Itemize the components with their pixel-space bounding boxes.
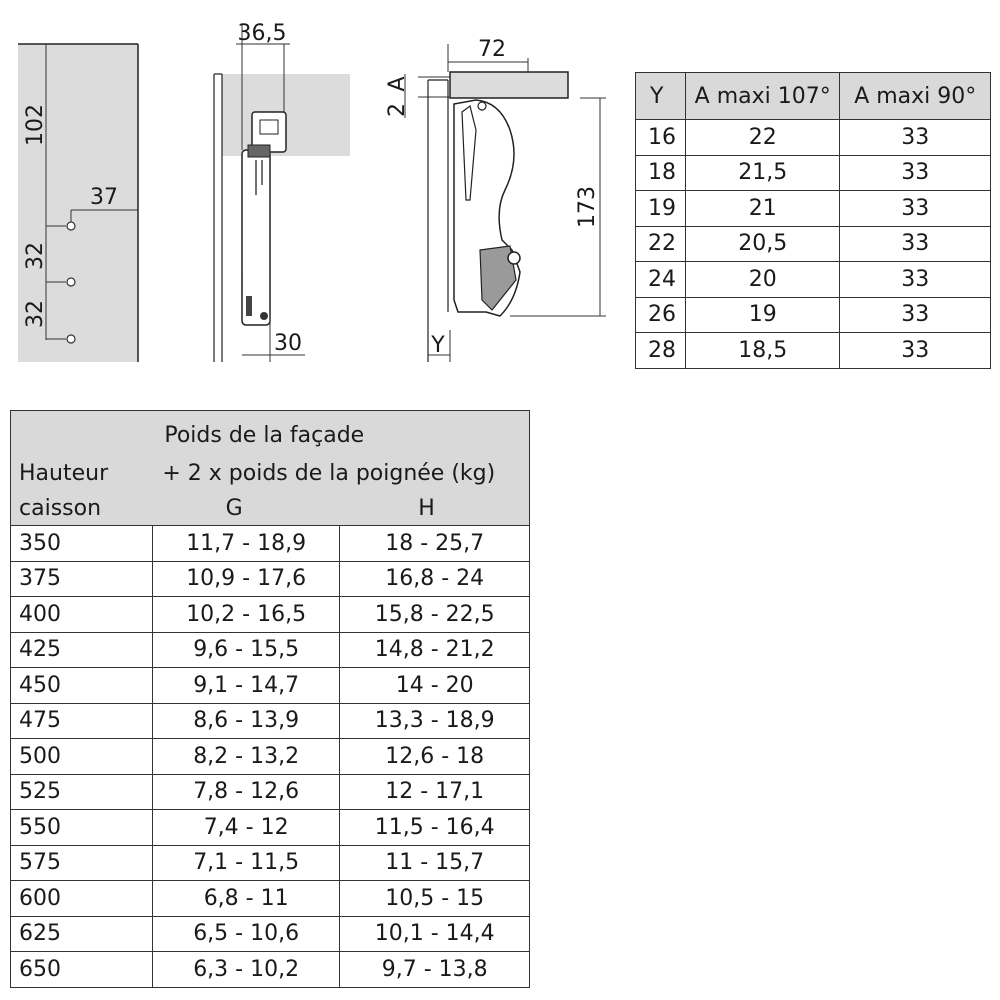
dim-A-label: A xyxy=(385,76,410,92)
header-G: G xyxy=(152,491,340,526)
table-cell: 6,5 - 10,6 xyxy=(152,916,340,952)
table-cell: 9,7 - 13,8 xyxy=(340,952,530,988)
dim-102-label: 102 xyxy=(23,104,48,146)
table-cell: 10,9 - 17,6 xyxy=(152,561,340,597)
y-table-header-row xyxy=(636,73,991,120)
weight-header-row-2 xyxy=(11,455,530,491)
table-cell: 20,5 xyxy=(685,226,840,262)
table-cell: 33 xyxy=(840,333,991,369)
table-cell: 550 xyxy=(11,810,153,846)
weight-header-row-3 xyxy=(11,491,530,526)
table-cell: 15,8 - 22,5 xyxy=(340,597,530,633)
table-cell: 7,1 - 11,5 xyxy=(152,845,340,881)
table-cell: 8,6 - 13,9 xyxy=(152,703,340,739)
table-cell: 33 xyxy=(840,191,991,227)
table-cell: 18 - 25,7 xyxy=(340,526,530,562)
dim-32-upper-label: 32 xyxy=(23,242,48,270)
table-row xyxy=(636,120,991,156)
table-row xyxy=(11,632,530,668)
table-cell: 21,5 xyxy=(685,155,840,191)
table-row xyxy=(11,526,530,562)
table-row xyxy=(636,262,991,298)
table-row xyxy=(11,810,530,846)
table-row xyxy=(11,952,530,988)
header-poids-poignee: + 2 x poids de la poignée (kg) xyxy=(152,455,529,491)
table-row xyxy=(636,297,991,333)
table-cell: 22 xyxy=(685,120,840,156)
table-cell: 10,2 - 16,5 xyxy=(152,597,340,633)
table-cell: 7,4 - 12 xyxy=(152,810,340,846)
table-cell: 33 xyxy=(840,226,991,262)
table-cell: 22 xyxy=(636,226,686,262)
table-row xyxy=(11,916,530,952)
table-cell: 6,3 - 10,2 xyxy=(152,952,340,988)
a-maxi-107-header: A maxi 107° xyxy=(685,73,840,120)
table-cell: 11 - 15,7 xyxy=(340,845,530,881)
table-cell: 400 xyxy=(11,597,153,633)
table-cell: 7,8 - 12,6 xyxy=(152,774,340,810)
table-cell: 20 xyxy=(685,262,840,298)
table-cell: 375 xyxy=(11,561,153,597)
table-cell: 26 xyxy=(636,297,686,333)
table-cell: 28 xyxy=(636,333,686,369)
table-row xyxy=(11,668,530,704)
table-cell: 18 xyxy=(636,155,686,191)
table-row xyxy=(11,881,530,917)
table-cell: 6,8 - 11 xyxy=(152,881,340,917)
table-cell: 650 xyxy=(11,952,153,988)
table-cell: 9,1 - 14,7 xyxy=(152,668,340,704)
table-cell: 21 xyxy=(685,191,840,227)
table-row xyxy=(636,155,991,191)
technical-drawing xyxy=(0,0,630,380)
header-caisson: caisson xyxy=(11,491,153,526)
dim-2-label: 2 xyxy=(385,103,410,117)
table-cell: 475 xyxy=(11,703,153,739)
table-cell: 425 xyxy=(11,632,153,668)
header-hauteur: Hauteur xyxy=(11,455,153,491)
table-cell: 600 xyxy=(11,881,153,917)
table-row xyxy=(11,845,530,881)
table-cell: 33 xyxy=(840,262,991,298)
weight-header-row-1 xyxy=(11,411,530,456)
table-cell: 16 xyxy=(636,120,686,156)
drawing-lift-arm xyxy=(385,37,606,362)
table-cell: 16,8 - 24 xyxy=(340,561,530,597)
table-row xyxy=(636,226,991,262)
table-cell: 10,5 - 15 xyxy=(340,881,530,917)
table-cell: 11,5 - 16,4 xyxy=(340,810,530,846)
table-cell: 450 xyxy=(11,668,153,704)
table-row xyxy=(11,561,530,597)
table-cell: 8,2 - 13,2 xyxy=(152,739,340,775)
header-H: H xyxy=(340,491,530,526)
dim-72-label: 72 xyxy=(478,37,506,62)
table-cell: 350 xyxy=(11,526,153,562)
table-cell: 10,1 - 14,4 xyxy=(340,916,530,952)
y-a-maxi-table xyxy=(635,72,991,369)
dim-Y-label: Y xyxy=(431,333,445,358)
table-cell: 500 xyxy=(11,739,153,775)
a-maxi-90-header: A maxi 90° xyxy=(840,73,991,120)
table-cell: 525 xyxy=(11,774,153,810)
table-cell: 14 - 20 xyxy=(340,668,530,704)
table-cell: 18,5 xyxy=(685,333,840,369)
dim-30-label: 30 xyxy=(274,331,302,356)
table-cell: 575 xyxy=(11,845,153,881)
dim-37-label: 37 xyxy=(90,185,118,210)
dim-32-lower-label: 32 xyxy=(23,300,48,328)
weight-table xyxy=(10,410,530,988)
dim-173-label: 173 xyxy=(575,186,600,228)
table-cell: 13,3 - 18,9 xyxy=(340,703,530,739)
table-row xyxy=(11,739,530,775)
table-cell: 12,6 - 18 xyxy=(340,739,530,775)
table-cell: 9,6 - 15,5 xyxy=(152,632,340,668)
table-cell: 14,8 - 21,2 xyxy=(340,632,530,668)
table-cell: 24 xyxy=(636,262,686,298)
table-cell: 33 xyxy=(840,120,991,156)
table-row xyxy=(11,703,530,739)
drawing-side-panel xyxy=(18,44,138,362)
table-cell: 12 - 17,1 xyxy=(340,774,530,810)
y-col-header: Y xyxy=(636,73,686,120)
table-cell: 625 xyxy=(11,916,153,952)
dim-36-5-label: 36,5 xyxy=(237,21,287,46)
table-cell: 11,7 - 18,9 xyxy=(152,526,340,562)
drawing-front-view xyxy=(214,21,350,362)
table-cell: 33 xyxy=(840,155,991,191)
table-row xyxy=(11,774,530,810)
table-row xyxy=(636,333,991,369)
table-row xyxy=(636,191,991,227)
table-cell: 33 xyxy=(840,297,991,333)
table-row xyxy=(11,597,530,633)
header-poids-facade: Poids de la façade xyxy=(152,411,529,456)
table-cell: 19 xyxy=(636,191,686,227)
table-cell: 19 xyxy=(685,297,840,333)
